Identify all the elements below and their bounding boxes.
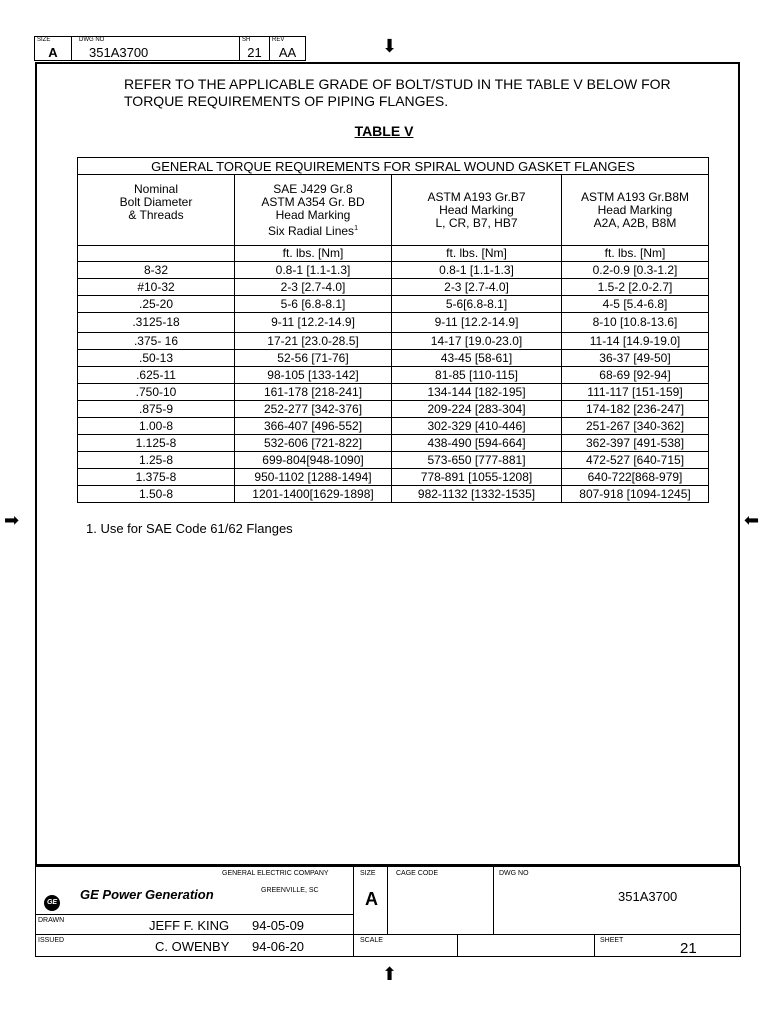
units-cell: ft. lbs. [Nm]: [562, 246, 709, 262]
table-cell: 174-182 [236-247]: [562, 401, 709, 418]
header-line: Nominal: [133, 182, 178, 196]
table-cell: 81-85 [110-115]: [392, 367, 562, 384]
title-block-divider: [594, 934, 595, 956]
table-cell: 111-117 [151-159]: [562, 384, 709, 401]
title-block-drawn-line: [35, 914, 353, 915]
table-cell: .25-20: [78, 296, 235, 313]
table-cell: 573-650 [777-881]: [392, 452, 562, 469]
issued-name: C. OWENBY: [155, 939, 230, 954]
title-block-divider: [457, 934, 458, 956]
tb-dwg-value: 351A3700: [618, 889, 678, 904]
table-cell: 209-224 [283-304]: [392, 401, 562, 418]
table-cell: 14-17 [19.0-23.0]: [392, 333, 562, 350]
table-cell: 0.2-0.9 [0.3-1.2]: [562, 262, 709, 279]
header-line: A2A, A2B, B8M: [593, 215, 677, 230]
title-block-issued-line: [35, 934, 740, 935]
table-cell: 640-722[868-979]: [562, 469, 709, 486]
header-dwg-cell: [71, 36, 240, 60]
header-line: SAE J429 Gr.8: [273, 181, 353, 196]
left-center-arrow-icon: ➡: [4, 510, 20, 531]
table-cell: .3125-18: [78, 313, 235, 333]
header-line: [235, 222, 391, 238]
table-row: [78, 262, 709, 279]
header-rev-value: AA: [278, 45, 297, 60]
right-center-arrow-icon: ⬅: [744, 510, 760, 531]
table-cell: 982-1132 [1332-1535]: [392, 486, 562, 503]
table-cell: 807-918 [1094-1245]: [562, 486, 709, 503]
table-cell: 68-69 [92-94]: [562, 367, 709, 384]
header-line: Head Marking: [275, 207, 351, 222]
drawn-label: DRAWN: [38, 917, 65, 924]
table-title-text: TABLE V: [354, 123, 414, 139]
table-cell: 36-37 [49-50]: [562, 350, 709, 367]
title-block-divider: [493, 866, 494, 934]
top-center-arrow-icon: ⬇: [382, 36, 398, 57]
tb-dwg-label: DWG NO: [499, 870, 529, 877]
header-sheet-label: SH: [242, 37, 251, 43]
table-caption-row: [78, 158, 709, 175]
table-cell: .625-11: [78, 367, 235, 384]
title-block-right-line: [740, 866, 741, 957]
header-line: Bolt Diameter: [119, 195, 193, 209]
table-cell: 5-6 [6.8-8.1]: [235, 296, 392, 313]
table-cell: 366-407 [496-552]: [235, 418, 392, 435]
header-bottom-line: [34, 60, 306, 61]
header-line: Head Marking: [439, 202, 514, 217]
header-astm-b8m: [562, 175, 709, 246]
table-cell: 1.50-8: [78, 486, 235, 503]
sheet-label: SHEET: [600, 937, 624, 944]
table-cell: 362-397 [491-538]: [562, 435, 709, 452]
header-line: & Threads: [128, 208, 184, 222]
tb-cage-label: CAGE CODE: [396, 870, 439, 877]
footnote-text: 1. Use for SAE Code 61/62 Flanges: [86, 521, 293, 536]
table-cell: 0.8-1 [1.1-1.3]: [235, 262, 392, 279]
table-cell: 1.5-2 [2.0-2.7]: [562, 279, 709, 296]
table-cell: 1.375-8: [78, 469, 235, 486]
table-cell: 302-329 [410-446]: [392, 418, 562, 435]
intro-line-1: REFER TO THE APPLICABLE GRADE OF BOLT/STUD IN THE TABLE V BELOW FOR: [124, 76, 671, 92]
table-header-row: [78, 175, 709, 246]
tb-size-label: SIZE: [360, 870, 376, 877]
table-cell: 438-490 [594-664]: [392, 435, 562, 452]
table-units-row: [78, 246, 709, 262]
drawn-name: JEFF F. KING: [149, 918, 230, 933]
header-line: ASTM A193 Gr.B8M: [580, 189, 690, 204]
header-sheet-value: 21: [247, 45, 262, 60]
table-cell: #10-32: [78, 279, 235, 296]
header-line: Head Marking: [597, 202, 673, 217]
table-cell: 1201-1400[1629-1898]: [235, 486, 392, 503]
table-cell: 9-11 [12.2-14.9]: [235, 313, 392, 333]
header-size-value: A: [48, 45, 58, 60]
header-line: ASTM A193 Gr.B7: [427, 189, 526, 204]
table-cell: 52-56 [71-76]: [235, 350, 392, 367]
footnote-marker: 1: [354, 224, 358, 232]
issued-date: 94-06-20: [252, 939, 305, 954]
table-cell: 8-10 [10.8-13.6]: [562, 313, 709, 333]
company-name: GENERAL ELECTRIC COMPANY: [222, 870, 329, 877]
header-bolt-diameter: [78, 175, 235, 246]
table-caption: GENERAL TORQUE REQUIREMENTS FOR SPIRAL WOUND GASKET FLANGES: [78, 158, 709, 175]
header-sae-j429: [235, 175, 392, 246]
intro-line-2: TORQUE REQUIREMENTS OF PIPING FLANGES.: [124, 93, 449, 109]
table-cell: 950-1102 [1288-1494]: [235, 469, 392, 486]
header-rev-label: REV: [272, 37, 285, 43]
table-row: [78, 418, 709, 435]
table-row: [78, 367, 709, 384]
bottom-center-arrow-icon: ⬆: [382, 964, 398, 985]
table-cell: 532-606 [721-822]: [235, 435, 392, 452]
table-row: [78, 296, 709, 313]
header-sheet-cell: [240, 36, 270, 60]
table-row: [78, 452, 709, 469]
table-row: [78, 333, 709, 350]
table-cell: 11-14 [14.9-19.0]: [562, 333, 709, 350]
table-cell: 252-277 [342-376]: [235, 401, 392, 418]
issued-label: ISSUED: [38, 937, 65, 944]
table-row: [78, 313, 709, 333]
table-cell: .50-13: [78, 350, 235, 367]
table-cell: 43-45 [58-61]: [392, 350, 562, 367]
table-row: [78, 279, 709, 296]
table-row: [78, 486, 709, 503]
header-dwg-value: 351A3700: [89, 45, 149, 60]
torque-table: [77, 157, 709, 503]
company-city: GREENVILLE, SC: [261, 887, 319, 894]
table-cell: .375- 16: [78, 333, 235, 350]
table-cell: 0.8-1 [1.1-1.3]: [392, 262, 562, 279]
intro-text: [124, 76, 724, 110]
table-title: [0, 123, 768, 139]
table-cell: 134-144 [182-195]: [392, 384, 562, 401]
table-cell: 9-11 [12.2-14.9]: [392, 313, 562, 333]
table-row: [78, 435, 709, 452]
title-block-left-line: [35, 866, 36, 957]
table-cell: 8-32: [78, 262, 235, 279]
table-cell: 2-3 [2.7-4.0]: [235, 279, 392, 296]
header-line: L, CR, B7, HB7: [435, 215, 518, 230]
title-block-bottom-line: [35, 956, 740, 957]
header-dwg-label: DWG NO: [79, 37, 105, 43]
table-row: [78, 469, 709, 486]
title-block-divider: [353, 866, 354, 957]
units-cell: ft. lbs. [Nm]: [235, 246, 392, 262]
drawn-date: 94-05-09: [252, 918, 305, 933]
header-size-label: SIZE: [37, 37, 51, 43]
table-cell: .875-9: [78, 401, 235, 418]
tb-size-value: A: [365, 889, 378, 909]
title-block-divider: [387, 866, 388, 934]
table-cell: 1.00-8: [78, 418, 235, 435]
table-cell: 17-21 [23.0-28.5]: [235, 333, 392, 350]
table-cell: 778-891 [1055-1208]: [392, 469, 562, 486]
table-row: [78, 384, 709, 401]
table-cell: 251-267 [340-362]: [562, 418, 709, 435]
header-rev-cell: [270, 36, 306, 60]
table-cell: .750-10: [78, 384, 235, 401]
table-cell: 4-5 [5.4-6.8]: [562, 296, 709, 313]
units-cell: ft. lbs. [Nm]: [392, 246, 562, 262]
header-line-text: Six Radial Lines: [268, 223, 355, 238]
table-cell: 98-105 [133-142]: [235, 367, 392, 384]
table-cell: 5-6[6.8-8.1]: [392, 296, 562, 313]
header-size-cell: [34, 36, 72, 60]
table-cell: 2-3 [2.7-4.0]: [392, 279, 562, 296]
table-cell: 472-527 [640-715]: [562, 452, 709, 469]
header-line: ASTM A354 Gr. BD: [261, 194, 365, 209]
table-cell: 699-804[948-1090]: [235, 452, 392, 469]
table-cell: 1.125-8: [78, 435, 235, 452]
table-cell: 161-178 [218-241]: [235, 384, 392, 401]
scale-label: SCALE: [360, 937, 383, 944]
division-name: GE Power Generation: [80, 887, 214, 902]
sheet-value: 21: [680, 940, 697, 957]
header-astm-b7: [392, 175, 562, 246]
table-cell: 1.25-8: [78, 452, 235, 469]
ge-logo-icon: GE: [44, 895, 60, 911]
table-row: [78, 350, 709, 367]
units-cell: [78, 246, 235, 262]
table-row: [78, 401, 709, 418]
